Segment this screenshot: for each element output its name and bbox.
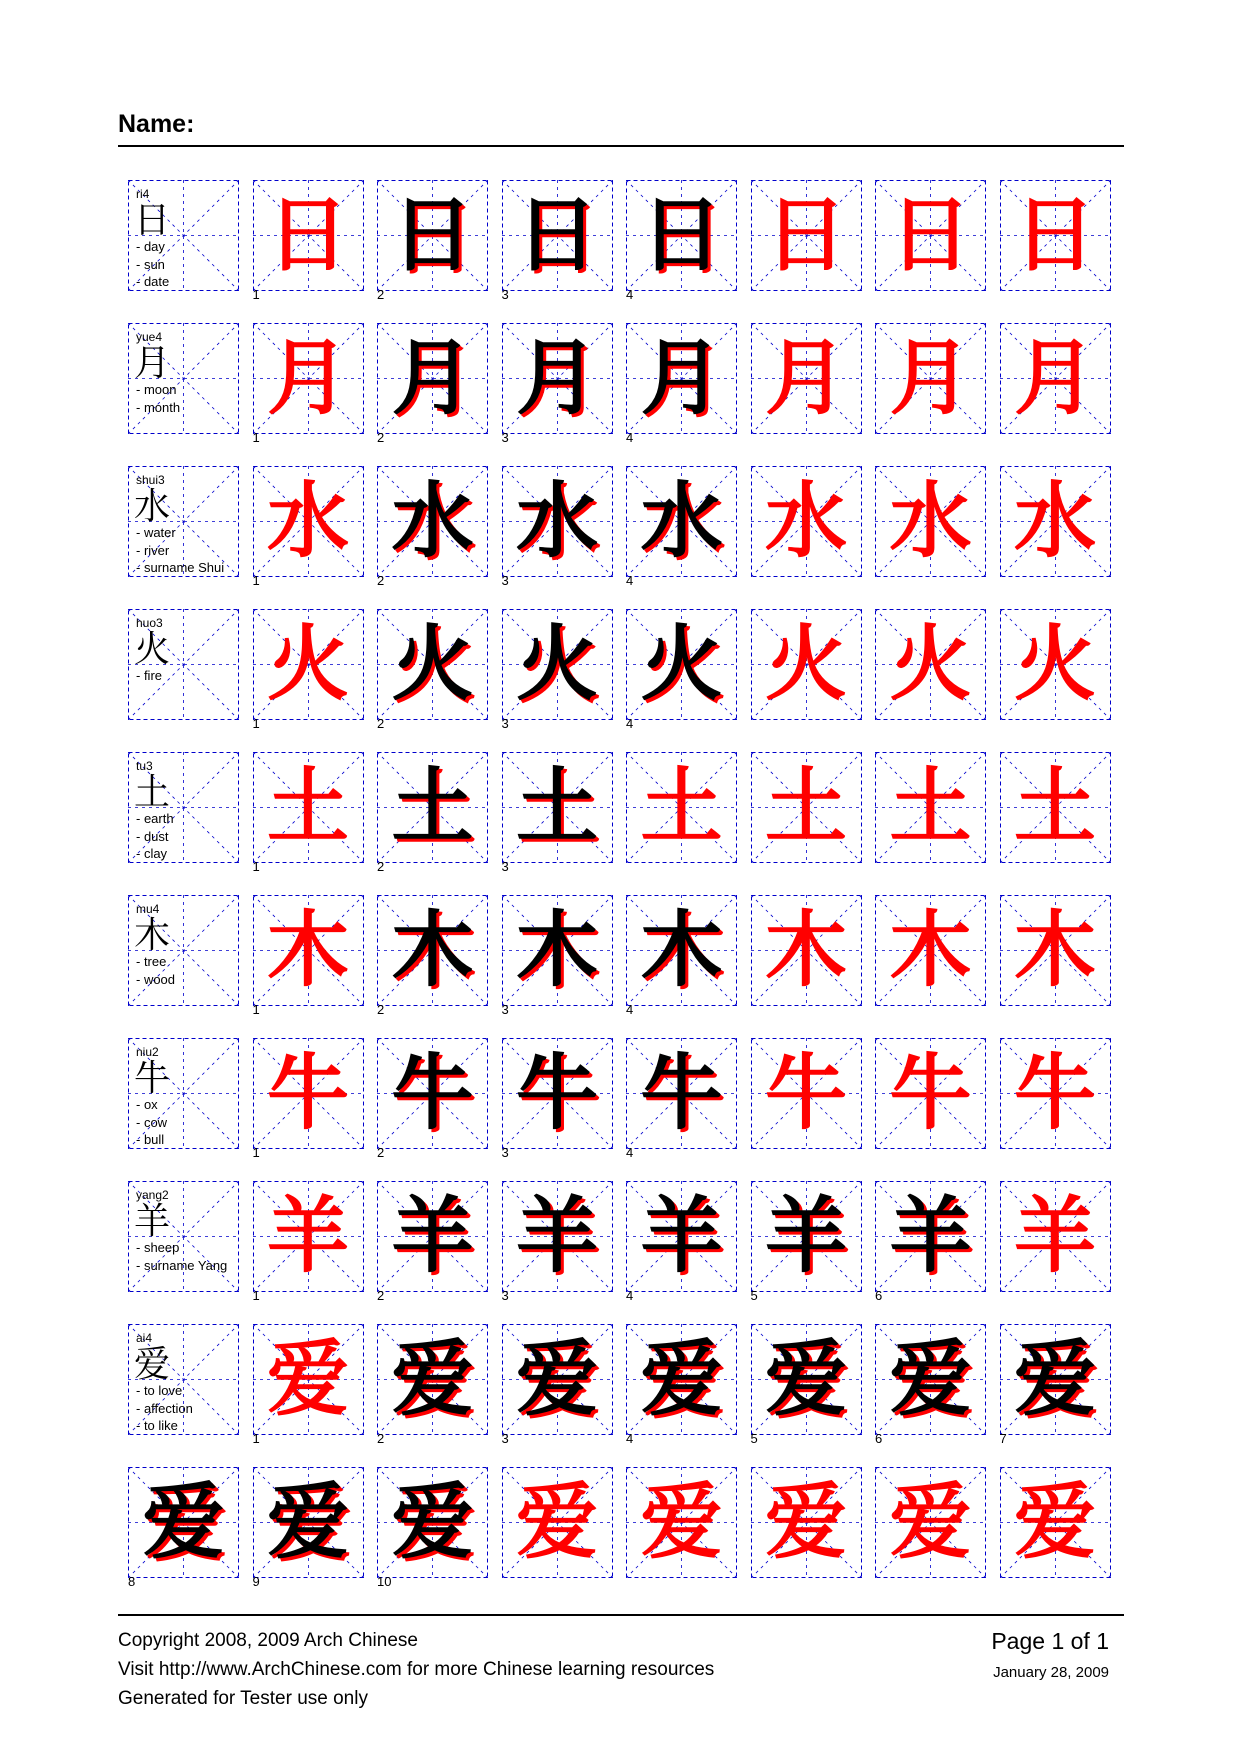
- stroke-order-glyph: 木: [1013, 903, 1096, 998]
- stroke-order-glyph: 土: [515, 760, 598, 855]
- practice-cell: [501, 1181, 613, 1303]
- character: 木: [134, 915, 171, 956]
- stroke-order-glyph: 日: [515, 188, 598, 283]
- character-info: [128, 609, 239, 720]
- meaning: - dust: [136, 828, 169, 844]
- stroke-number: 3: [501, 716, 509, 731]
- character-row: [128, 466, 1124, 609]
- character: 土: [134, 772, 171, 813]
- footer-visit: Visit http://www.ArchChinese.com for more Chinese learning resources: [118, 1659, 715, 1680]
- character-info: [128, 1038, 239, 1149]
- stroke-number: 2: [377, 716, 385, 731]
- stroke-order-glyph: 爱: [266, 1332, 349, 1427]
- pinyin: ai4: [136, 1331, 153, 1345]
- practice-cell: [626, 1467, 737, 1578]
- practice-cell: [252, 1467, 364, 1589]
- stroke-order-glyph: 牛: [640, 1046, 723, 1141]
- practice-cell: [626, 1038, 737, 1160]
- practice-cell: [377, 895, 488, 1017]
- stroke-number: 2: [377, 859, 385, 874]
- stroke-number: 1: [252, 1288, 260, 1303]
- stroke-order-glyph: 月: [889, 331, 972, 426]
- stroke-order-glyph: 水: [889, 474, 972, 569]
- meanings: [136, 1239, 227, 1274]
- stroke-order-glyph: 牛: [889, 1046, 972, 1141]
- stroke-order-glyph: 日: [391, 188, 474, 283]
- stroke-number: 6: [875, 1288, 883, 1303]
- practice-cell: [252, 1038, 364, 1160]
- character-info: [128, 180, 239, 291]
- character-row: [128, 1181, 1124, 1324]
- stroke-order-glyph: 日: [640, 188, 723, 283]
- practice-cell: [252, 466, 364, 588]
- practice-cell: [377, 180, 488, 302]
- stroke-order-glyph: 木: [764, 903, 847, 998]
- practice-cell: [252, 1181, 364, 1303]
- stroke-order-glyph: 水: [391, 474, 474, 569]
- character-row: [128, 323, 1124, 466]
- stroke-order-glyph: 木: [266, 903, 349, 998]
- practice-cell: [875, 895, 986, 1006]
- stroke-order-glyph: 爱: [1013, 1332, 1096, 1427]
- meaning: - water: [136, 525, 176, 540]
- practice-cell: [626, 466, 737, 588]
- practice-cell: [751, 1038, 862, 1149]
- stroke-order-glyph: 火: [1013, 617, 1096, 712]
- stroke-number: 2: [377, 1431, 385, 1446]
- meaning: - earth: [136, 811, 174, 826]
- meaning: - to like: [136, 1418, 178, 1433]
- stroke-order-glyph: 月: [266, 331, 349, 426]
- stroke-order-glyph: 日: [266, 188, 349, 283]
- practice-cell: [1000, 752, 1111, 863]
- stroke-number: 4: [626, 1145, 634, 1160]
- character-info: [128, 895, 239, 1006]
- character: 水: [134, 486, 171, 527]
- stroke-number: 4: [626, 1288, 634, 1303]
- practice-cell: [377, 609, 488, 731]
- practice-cell: [751, 609, 862, 720]
- practice-cell: [377, 1324, 488, 1446]
- practice-cell: [626, 1181, 737, 1303]
- stroke-order-glyph: 羊: [764, 1189, 847, 1284]
- stroke-number: 4: [626, 1431, 634, 1446]
- stroke-number: 4: [626, 430, 634, 445]
- meaning: - ox: [136, 1097, 158, 1112]
- meaning: - surname Shui: [136, 560, 225, 575]
- practice-cell: [252, 895, 364, 1017]
- pinyin: yang2: [136, 1188, 169, 1202]
- character-info: [128, 752, 239, 863]
- meanings: [136, 667, 162, 685]
- stroke-order-glyph: 月: [391, 331, 474, 426]
- stroke-number: 2: [377, 1145, 385, 1160]
- practice-cell: [1000, 1467, 1111, 1578]
- stroke-number: 4: [626, 287, 634, 302]
- stroke-number: 6: [875, 1431, 883, 1446]
- practice-cell: [377, 1467, 488, 1589]
- practice-cell: [1000, 180, 1111, 291]
- practice-cell: [875, 323, 986, 434]
- stroke-number: 3: [501, 859, 509, 874]
- stroke-number: 2: [377, 573, 385, 588]
- stroke-order-glyph: 木: [889, 903, 972, 998]
- stroke-order-glyph: 羊: [515, 1189, 598, 1284]
- footer-generated: Generated for Tester use only: [118, 1688, 368, 1709]
- meanings: [136, 1382, 193, 1435]
- stroke-order-glyph: 土: [391, 760, 474, 855]
- practice-cell: [1000, 1038, 1111, 1149]
- stroke-order-glyph: 牛: [764, 1046, 847, 1141]
- meaning: - day: [136, 239, 165, 254]
- stroke-order-glyph: 火: [266, 617, 349, 712]
- stroke-order-glyph: 羊: [1013, 1189, 1096, 1284]
- name-underline: [118, 145, 1124, 147]
- character: 月: [134, 343, 171, 384]
- practice-cell: [377, 752, 488, 874]
- stroke-order-glyph: 爱: [1013, 1475, 1096, 1570]
- pinyin: tu3: [136, 759, 153, 773]
- meanings: [136, 1096, 167, 1149]
- pinyin: ri4: [136, 187, 150, 201]
- stroke-order-glyph: 牛: [515, 1046, 598, 1141]
- practice-cell: [751, 180, 862, 291]
- character-row: [128, 1324, 1124, 1467]
- practice-cell: [1000, 895, 1111, 1006]
- stroke-order-glyph: 爱: [515, 1475, 598, 1570]
- practice-cell: [501, 1038, 613, 1160]
- pinyin: yue4: [136, 330, 163, 344]
- practice-cell: [750, 1324, 862, 1446]
- stroke-number: 9: [252, 1574, 260, 1589]
- character-info: [128, 466, 239, 577]
- stroke-order-glyph: 爱: [764, 1332, 847, 1427]
- practice-cell: [128, 1467, 239, 1589]
- stroke-order-glyph: 爱: [266, 1475, 349, 1570]
- stroke-order-glyph: 火: [391, 617, 474, 712]
- character: 爱: [134, 1344, 171, 1385]
- stroke-order-glyph: 爱: [515, 1332, 598, 1427]
- practice-cell: [377, 1038, 488, 1160]
- stroke-order-glyph: 日: [764, 188, 847, 283]
- practice-cell: [875, 752, 986, 863]
- practice-cell: [751, 752, 862, 863]
- stroke-order-glyph: 火: [889, 617, 972, 712]
- practice-cell: [1000, 1181, 1111, 1292]
- practice-cell: [501, 180, 613, 302]
- stroke-order-glyph: 土: [640, 760, 723, 855]
- practice-cell: [502, 1467, 613, 1578]
- stroke-order-glyph: 羊: [391, 1189, 474, 1284]
- character: 羊: [134, 1201, 171, 1242]
- stroke-order-glyph: 土: [764, 760, 847, 855]
- character-info: [128, 323, 239, 434]
- print-date: January 28, 2009: [993, 1664, 1109, 1681]
- stroke-order-glyph: 爱: [640, 1332, 723, 1427]
- stroke-number: 1: [252, 716, 260, 731]
- pinyin: shui3: [136, 473, 165, 487]
- practice-cell: [252, 609, 364, 731]
- stroke-order-glyph: 爱: [764, 1475, 847, 1570]
- practice-cell: [501, 1324, 613, 1446]
- character-row: [128, 609, 1124, 752]
- practice-cell: [501, 609, 613, 731]
- stroke-number: 7: [999, 1431, 1007, 1446]
- practice-cell: [875, 466, 986, 577]
- practice-cell: [626, 752, 737, 863]
- meaning: - cow: [136, 1114, 168, 1130]
- stroke-order-glyph: 牛: [1013, 1046, 1096, 1141]
- pinyin: huo3: [136, 616, 163, 630]
- practice-cell: [501, 466, 613, 588]
- practice-cell: [875, 1181, 986, 1303]
- stroke-number: 1: [252, 430, 260, 445]
- stroke-number: 3: [501, 573, 509, 588]
- stroke-order-glyph: 火: [764, 617, 847, 712]
- stroke-order-glyph: 爱: [640, 1475, 723, 1570]
- practice-cell: [626, 180, 737, 302]
- stroke-number: 1: [252, 1002, 260, 1017]
- character: 火: [134, 629, 171, 670]
- practice-cell: [626, 895, 737, 1017]
- stroke-number: 2: [377, 1002, 385, 1017]
- stroke-number: 5: [750, 1288, 758, 1303]
- stroke-number: 3: [501, 1145, 509, 1160]
- practice-cell: [626, 609, 737, 731]
- stroke-number: 1: [252, 1145, 260, 1160]
- practice-cell: [751, 1467, 862, 1578]
- meaning: - sheep: [136, 1240, 180, 1255]
- meaning: - to love: [136, 1383, 183, 1398]
- stroke-order-glyph: 月: [1013, 331, 1096, 426]
- stroke-order-glyph: 日: [1013, 188, 1096, 283]
- stroke-order-glyph: 月: [515, 331, 598, 426]
- stroke-order-glyph: 羊: [640, 1189, 723, 1284]
- character: 日: [134, 200, 171, 241]
- meaning: - sun: [136, 256, 165, 272]
- practice-cell: [999, 1324, 1111, 1446]
- stroke-order-glyph: 火: [515, 617, 598, 712]
- practice-grid: [128, 180, 1124, 1610]
- meaning: - date: [136, 274, 170, 289]
- meaning: - wood: [136, 971, 176, 987]
- name-label: Name:: [118, 110, 195, 138]
- stroke-order-glyph: 木: [515, 903, 598, 998]
- stroke-order-glyph: 羊: [266, 1189, 349, 1284]
- pinyin: niu2: [136, 1045, 159, 1059]
- meanings: [136, 810, 174, 863]
- stroke-order-glyph: 火: [640, 617, 723, 712]
- practice-cell: [1000, 323, 1111, 434]
- stroke-order-glyph: 牛: [391, 1046, 474, 1141]
- stroke-order-glyph: 水: [764, 474, 847, 569]
- stroke-number: 4: [626, 573, 634, 588]
- character-row: [128, 180, 1124, 323]
- character: 牛: [134, 1058, 171, 1099]
- meanings: [136, 238, 169, 291]
- stroke-number: 3: [501, 287, 509, 302]
- continuation-row: [128, 1467, 1124, 1610]
- page-number: Page 1 of 1: [991, 1628, 1109, 1654]
- stroke-order-glyph: 爱: [889, 1332, 972, 1427]
- character-row: [128, 1038, 1124, 1181]
- stroke-order-glyph: 土: [1013, 760, 1096, 855]
- character-info: [128, 1324, 239, 1435]
- practice-cell: [252, 752, 364, 874]
- stroke-number: 5: [750, 1431, 758, 1446]
- meaning: - clay: [136, 846, 168, 861]
- stroke-order-glyph: 牛: [266, 1046, 349, 1141]
- stroke-number: 8: [128, 1574, 136, 1589]
- stroke-order-glyph: 水: [266, 474, 349, 569]
- practice-cell: [501, 895, 613, 1017]
- stroke-order-glyph: 爱: [391, 1332, 474, 1427]
- practice-cell: [501, 752, 613, 874]
- practice-cell: [501, 323, 613, 445]
- stroke-order-glyph: 爱: [889, 1475, 972, 1570]
- stroke-number: 10: [377, 1574, 392, 1589]
- stroke-order-glyph: 木: [640, 903, 723, 998]
- stroke-number: 1: [252, 287, 260, 302]
- stroke-order-glyph: 木: [391, 903, 474, 998]
- stroke-order-glyph: 月: [764, 331, 847, 426]
- footer-divider: [118, 1614, 1124, 1616]
- stroke-number: 1: [252, 573, 260, 588]
- practice-cell: [252, 180, 364, 302]
- stroke-order-glyph: 水: [640, 474, 723, 569]
- stroke-order-glyph: 土: [266, 760, 349, 855]
- stroke-order-glyph: 月: [640, 331, 723, 426]
- stroke-number: 3: [501, 1431, 509, 1446]
- meaning: - river: [136, 542, 170, 558]
- practice-cell: [626, 1324, 737, 1446]
- practice-cell: [1000, 466, 1111, 577]
- meaning: - bull: [136, 1132, 165, 1147]
- practice-cell: [875, 180, 986, 291]
- stroke-order-glyph: 爱: [142, 1475, 225, 1570]
- practice-cell: [626, 323, 737, 445]
- meaning: - fire: [136, 668, 162, 683]
- meaning: - tree: [136, 954, 167, 969]
- meaning: - moon: [136, 382, 177, 397]
- stroke-order-glyph: 爱: [391, 1475, 474, 1570]
- practice-cell: [252, 323, 364, 445]
- practice-cell: [875, 1038, 986, 1149]
- stroke-number: 4: [626, 716, 634, 731]
- practice-cell: [875, 1467, 986, 1578]
- pinyin: mu4: [136, 902, 160, 916]
- meanings: [136, 524, 224, 577]
- stroke-order-glyph: 土: [889, 760, 972, 855]
- practice-cell: [875, 609, 986, 720]
- stroke-order-glyph: 日: [889, 188, 972, 283]
- meaning: - surname Yang: [136, 1257, 228, 1273]
- stroke-number: 1: [252, 859, 260, 874]
- practice-cell: [377, 1181, 488, 1303]
- meaning: - month: [136, 399, 181, 415]
- stroke-number: 3: [501, 1288, 509, 1303]
- practice-cell: [377, 323, 488, 445]
- practice-cell: [751, 895, 862, 1006]
- practice-cell: [1000, 609, 1111, 720]
- character-row: [128, 752, 1124, 895]
- stroke-number: 2: [377, 430, 385, 445]
- meanings: [136, 953, 175, 988]
- stroke-number: 1: [252, 1431, 260, 1446]
- practice-cell: [751, 323, 862, 434]
- stroke-order-glyph: 水: [1013, 474, 1096, 569]
- footer-copyright: Copyright 2008, 2009 Arch Chinese: [118, 1630, 418, 1651]
- practice-cell: [750, 1181, 862, 1303]
- stroke-number: 3: [501, 1002, 509, 1017]
- character-row: [128, 895, 1124, 1038]
- stroke-number: 2: [377, 1288, 385, 1303]
- character-info: [128, 1181, 239, 1292]
- meaning: - affection: [136, 1400, 193, 1416]
- practice-cell: [875, 1324, 986, 1446]
- stroke-order-glyph: 水: [515, 474, 598, 569]
- practice-cell: [751, 466, 862, 577]
- stroke-order-glyph: 羊: [889, 1189, 972, 1284]
- stroke-number: 4: [626, 1002, 634, 1017]
- stroke-number: 3: [501, 430, 509, 445]
- practice-cell: [252, 1324, 364, 1446]
- practice-cell: [377, 466, 488, 588]
- stroke-number: 2: [377, 287, 385, 302]
- meanings: [136, 381, 180, 416]
